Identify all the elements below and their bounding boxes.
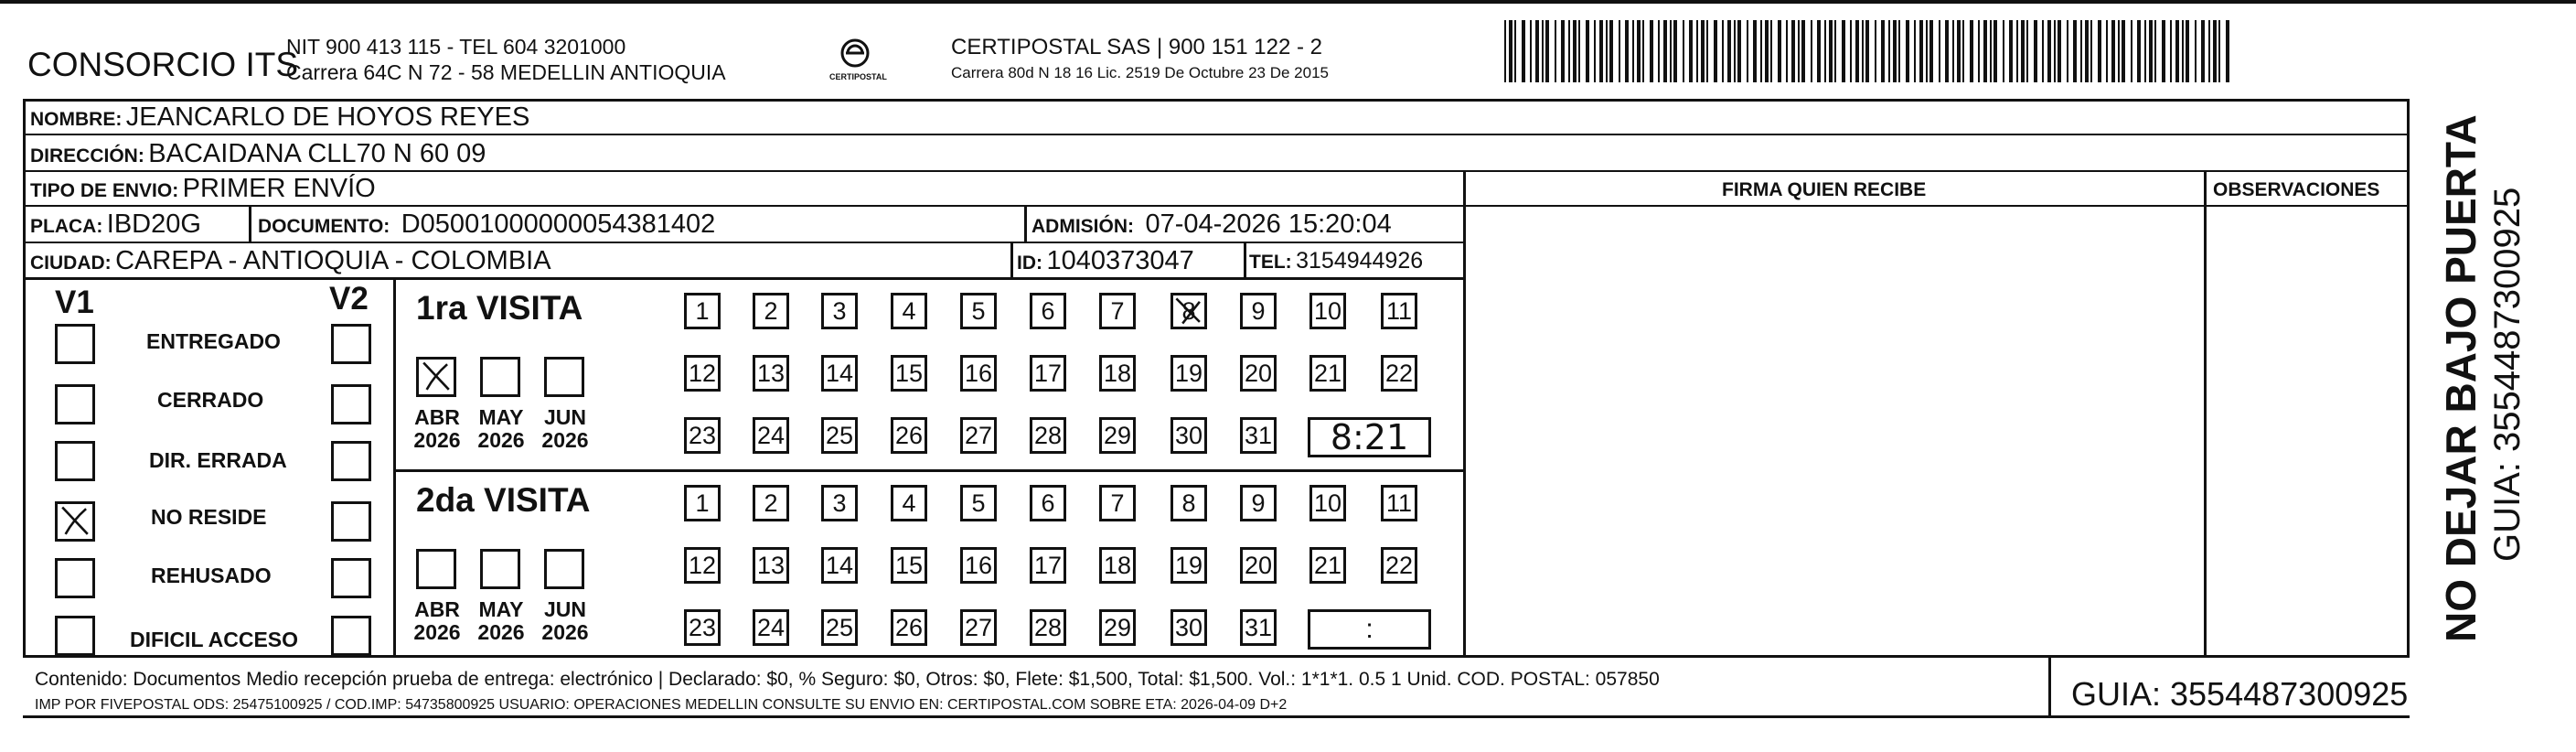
v2-checkbox-0[interactable] [331,324,371,364]
id-label: ID: [1017,252,1042,274]
admision-label: ADMISIÓN: [1031,216,1134,237]
day-box[interactable]: 17 [1030,355,1066,392]
day-box[interactable]: 6 [1030,293,1066,329]
day-box[interactable]: 22 [1381,355,1417,392]
day-box[interactable]: 20 [1240,355,1277,392]
status-label: NO RESIDE [151,505,267,529]
day-box[interactable]: 25 [821,609,858,646]
observaciones-header: OBSERVACIONES [2213,179,2380,200]
admision-value: 07-04-2026 15:20:04 [1145,209,1392,239]
direccion-value: BACAIDANA CLL70 N 60 09 [148,139,486,168]
documento-value: D05001000000054381402 [401,209,716,239]
barcode-icon [1504,20,2231,82]
status-label: REHUSADO [151,564,272,587]
day-box[interactable]: 12 [684,547,721,584]
certi-line1: CERTIPOSTAL SAS | 900 151 122 - 2 [951,35,1322,59]
month-checkbox[interactable] [416,549,456,589]
v2-label: V2 [329,281,369,317]
tel-value: 3154944926 [1296,248,1424,274]
day-box[interactable]: 2 [753,485,789,521]
ciudad-label: CIUDAD: [30,252,112,274]
day-box[interactable]: 4 [891,485,927,521]
placa-value: IBD20G [106,209,201,239]
day-box[interactable]: 28 [1030,417,1066,454]
side-guia: GUIA: 3554487300925 [2487,187,2528,562]
v2-checkbox-1[interactable] [331,384,371,424]
day-box[interactable]: 8 [1170,293,1207,329]
nombre-label: NOMBRE: [30,109,123,130]
month-label: ABR 2026 [413,597,461,645]
top-border [0,0,2576,4]
day-box[interactable]: 19 [1170,547,1207,584]
day-box[interactable]: 17 [1030,547,1066,584]
month-checkbox[interactable] [544,549,584,589]
table-top [23,99,2410,102]
day-box[interactable]: 14 [821,355,858,392]
v2-checkbox-5[interactable] [331,616,371,656]
day-box[interactable]: 23 [684,417,721,454]
month-checkbox[interactable] [480,357,520,397]
month-checkbox[interactable] [416,357,456,397]
day-box[interactable]: 13 [753,355,789,392]
day-box[interactable]: 27 [960,609,997,646]
day-box[interactable]: 16 [960,355,997,392]
day-box[interactable]: 16 [960,547,997,584]
footer-line1: Contenido: Documentos Medio recepción prueba de entrega: electrónico | Declarado: $0, % Seguro: $0, Otros: $0, Flete: $1,500, Total: $1,500. Vol.: 1*1*1. 0.5 1 Unid. COD. POSTAL: 057850 [35,669,1660,690]
day-box[interactable]: 8 [1170,485,1207,521]
status-label: CERRADO [157,388,264,412]
day-box[interactable]: 31 [1240,609,1277,646]
status-label: DIR. ERRADA [149,448,287,472]
day-box[interactable]: 21 [1309,355,1346,392]
table-right [2407,99,2410,657]
v2-checkbox-4[interactable] [331,558,371,598]
day-box[interactable]: 30 [1170,609,1207,646]
direccion-label: DIRECCIÓN: [30,145,144,167]
day-box[interactable]: 4 [891,293,927,329]
v2-checkbox-2[interactable] [331,441,371,481]
status-label: DIFICIL ACCESO [130,628,299,651]
day-box[interactable]: 22 [1381,547,1417,584]
time-box[interactable]: 8:21 [1308,417,1431,457]
day-box[interactable]: 26 [891,609,927,646]
id-value: 1040373047 [1046,246,1194,275]
company-name: CONSORCIO ITS [27,46,299,83]
day-box[interactable]: 7 [1099,293,1136,329]
documento-label: DOCUMENTO: [258,216,390,237]
time-box[interactable]: : [1308,609,1431,650]
certipostal-logo-icon [828,33,887,88]
day-box[interactable]: 20 [1240,547,1277,584]
day-box[interactable]: 6 [1030,485,1066,521]
day-box[interactable]: 21 [1309,547,1346,584]
day-box[interactable]: 9 [1240,293,1277,329]
day-box[interactable]: 25 [821,417,858,454]
company-line1: NIT 900 413 115 - TEL 604 3201000 [286,35,626,59]
day-box[interactable]: 12 [684,355,721,392]
day-box[interactable]: 23 [684,609,721,646]
month-label: MAY 2026 [477,405,525,453]
footer-line2: IMP POR FIVEPOSTAL ODS: 25475100925 / COD.IMP: 54735800925 USUARIO: OPERACIONES MEDELLIN CONSULTE SU ENVIO EN: CERTIPOSTAL.COM SOBRE ETA: 2026-04-09 D+2 [35,697,1288,713]
month-label: JUN 2026 [541,597,589,645]
month-label: JUN 2026 [541,405,589,453]
day-box[interactable]: 31 [1240,417,1277,454]
day-box[interactable]: 24 [753,417,789,454]
ciudad-value: CAREPA - ANTIOQUIA - COLOMBIA [115,246,551,275]
day-box[interactable]: 29 [1099,609,1136,646]
v2-checkbox-3[interactable] [331,501,371,542]
day-box[interactable]: 5 [960,293,997,329]
certi-line2: Carrera 80d N 18 16 Lic. 2519 De Octubre 23 De 2015 [951,64,1329,81]
day-box[interactable]: 14 [821,547,858,584]
visit-title: 1ra VISITA [416,289,583,327]
day-box[interactable]: 24 [753,609,789,646]
day-box[interactable]: 19 [1170,355,1207,392]
firma-header: FIRMA QUIEN RECIBE [1722,179,1927,200]
table-left [23,99,26,657]
day-box[interactable]: 13 [753,547,789,584]
status-label: ENTREGADO [146,329,281,353]
day-box[interactable]: 11 [1381,485,1417,521]
day-box[interactable]: 11 [1381,293,1417,329]
day-box[interactable]: 26 [891,417,927,454]
side-title: NO DEJAR BAJO PUERTA [2437,114,2485,642]
day-box[interactable]: 18 [1099,355,1136,392]
tipo-label: TIPO DE ENVIO: [30,180,179,201]
v1-checkbox-3[interactable] [55,501,95,542]
month-label: MAY 2026 [477,597,525,645]
v1-checkbox-4[interactable] [55,558,95,598]
nombre-value: JEANCARLO DE HOYOS REYES [125,102,530,132]
month-label: ABR 2026 [413,405,461,453]
v1-checkbox-2[interactable] [55,441,95,481]
month-checkbox[interactable] [544,357,584,397]
v1-checkbox-0[interactable] [55,324,95,364]
day-box[interactable]: 29 [1099,417,1136,454]
visit-title: 2da VISITA [416,481,591,519]
v1-checkbox-1[interactable] [55,384,95,424]
day-box[interactable]: 7 [1099,485,1136,521]
day-box[interactable]: 28 [1030,609,1066,646]
day-box[interactable]: 18 [1099,547,1136,584]
tel-label: TEL: [1249,252,1292,273]
day-box[interactable]: 15 [891,355,927,392]
day-box[interactable]: 27 [960,417,997,454]
v1-checkbox-5[interactable] [55,616,95,656]
day-box[interactable]: 15 [891,547,927,584]
day-box[interactable]: 5 [960,485,997,521]
placa-label: PLACA: [30,216,103,237]
footer-guia: GUIA: 3554487300925 [2071,675,2409,713]
company-line2: Carrera 64C N 72 - 58 MEDELLIN ANTIOQUIA [286,60,726,84]
day-box[interactable]: 3 [821,293,858,329]
day-box[interactable]: 10 [1309,293,1346,329]
day-box[interactable]: 30 [1170,417,1207,454]
logo-text: CERTIPOSTAL [829,72,887,81]
day-box[interactable]: 3 [821,485,858,521]
day-box[interactable]: 1 [684,485,721,521]
day-box[interactable]: 2 [753,293,789,329]
day-box[interactable]: 9 [1240,485,1277,521]
v1-label: V1 [55,285,94,320]
month-checkbox[interactable] [480,549,520,589]
day-box[interactable]: 10 [1309,485,1346,521]
tipo-value: PRIMER ENVÍO [182,174,376,203]
day-box[interactable]: 1 [684,293,721,329]
